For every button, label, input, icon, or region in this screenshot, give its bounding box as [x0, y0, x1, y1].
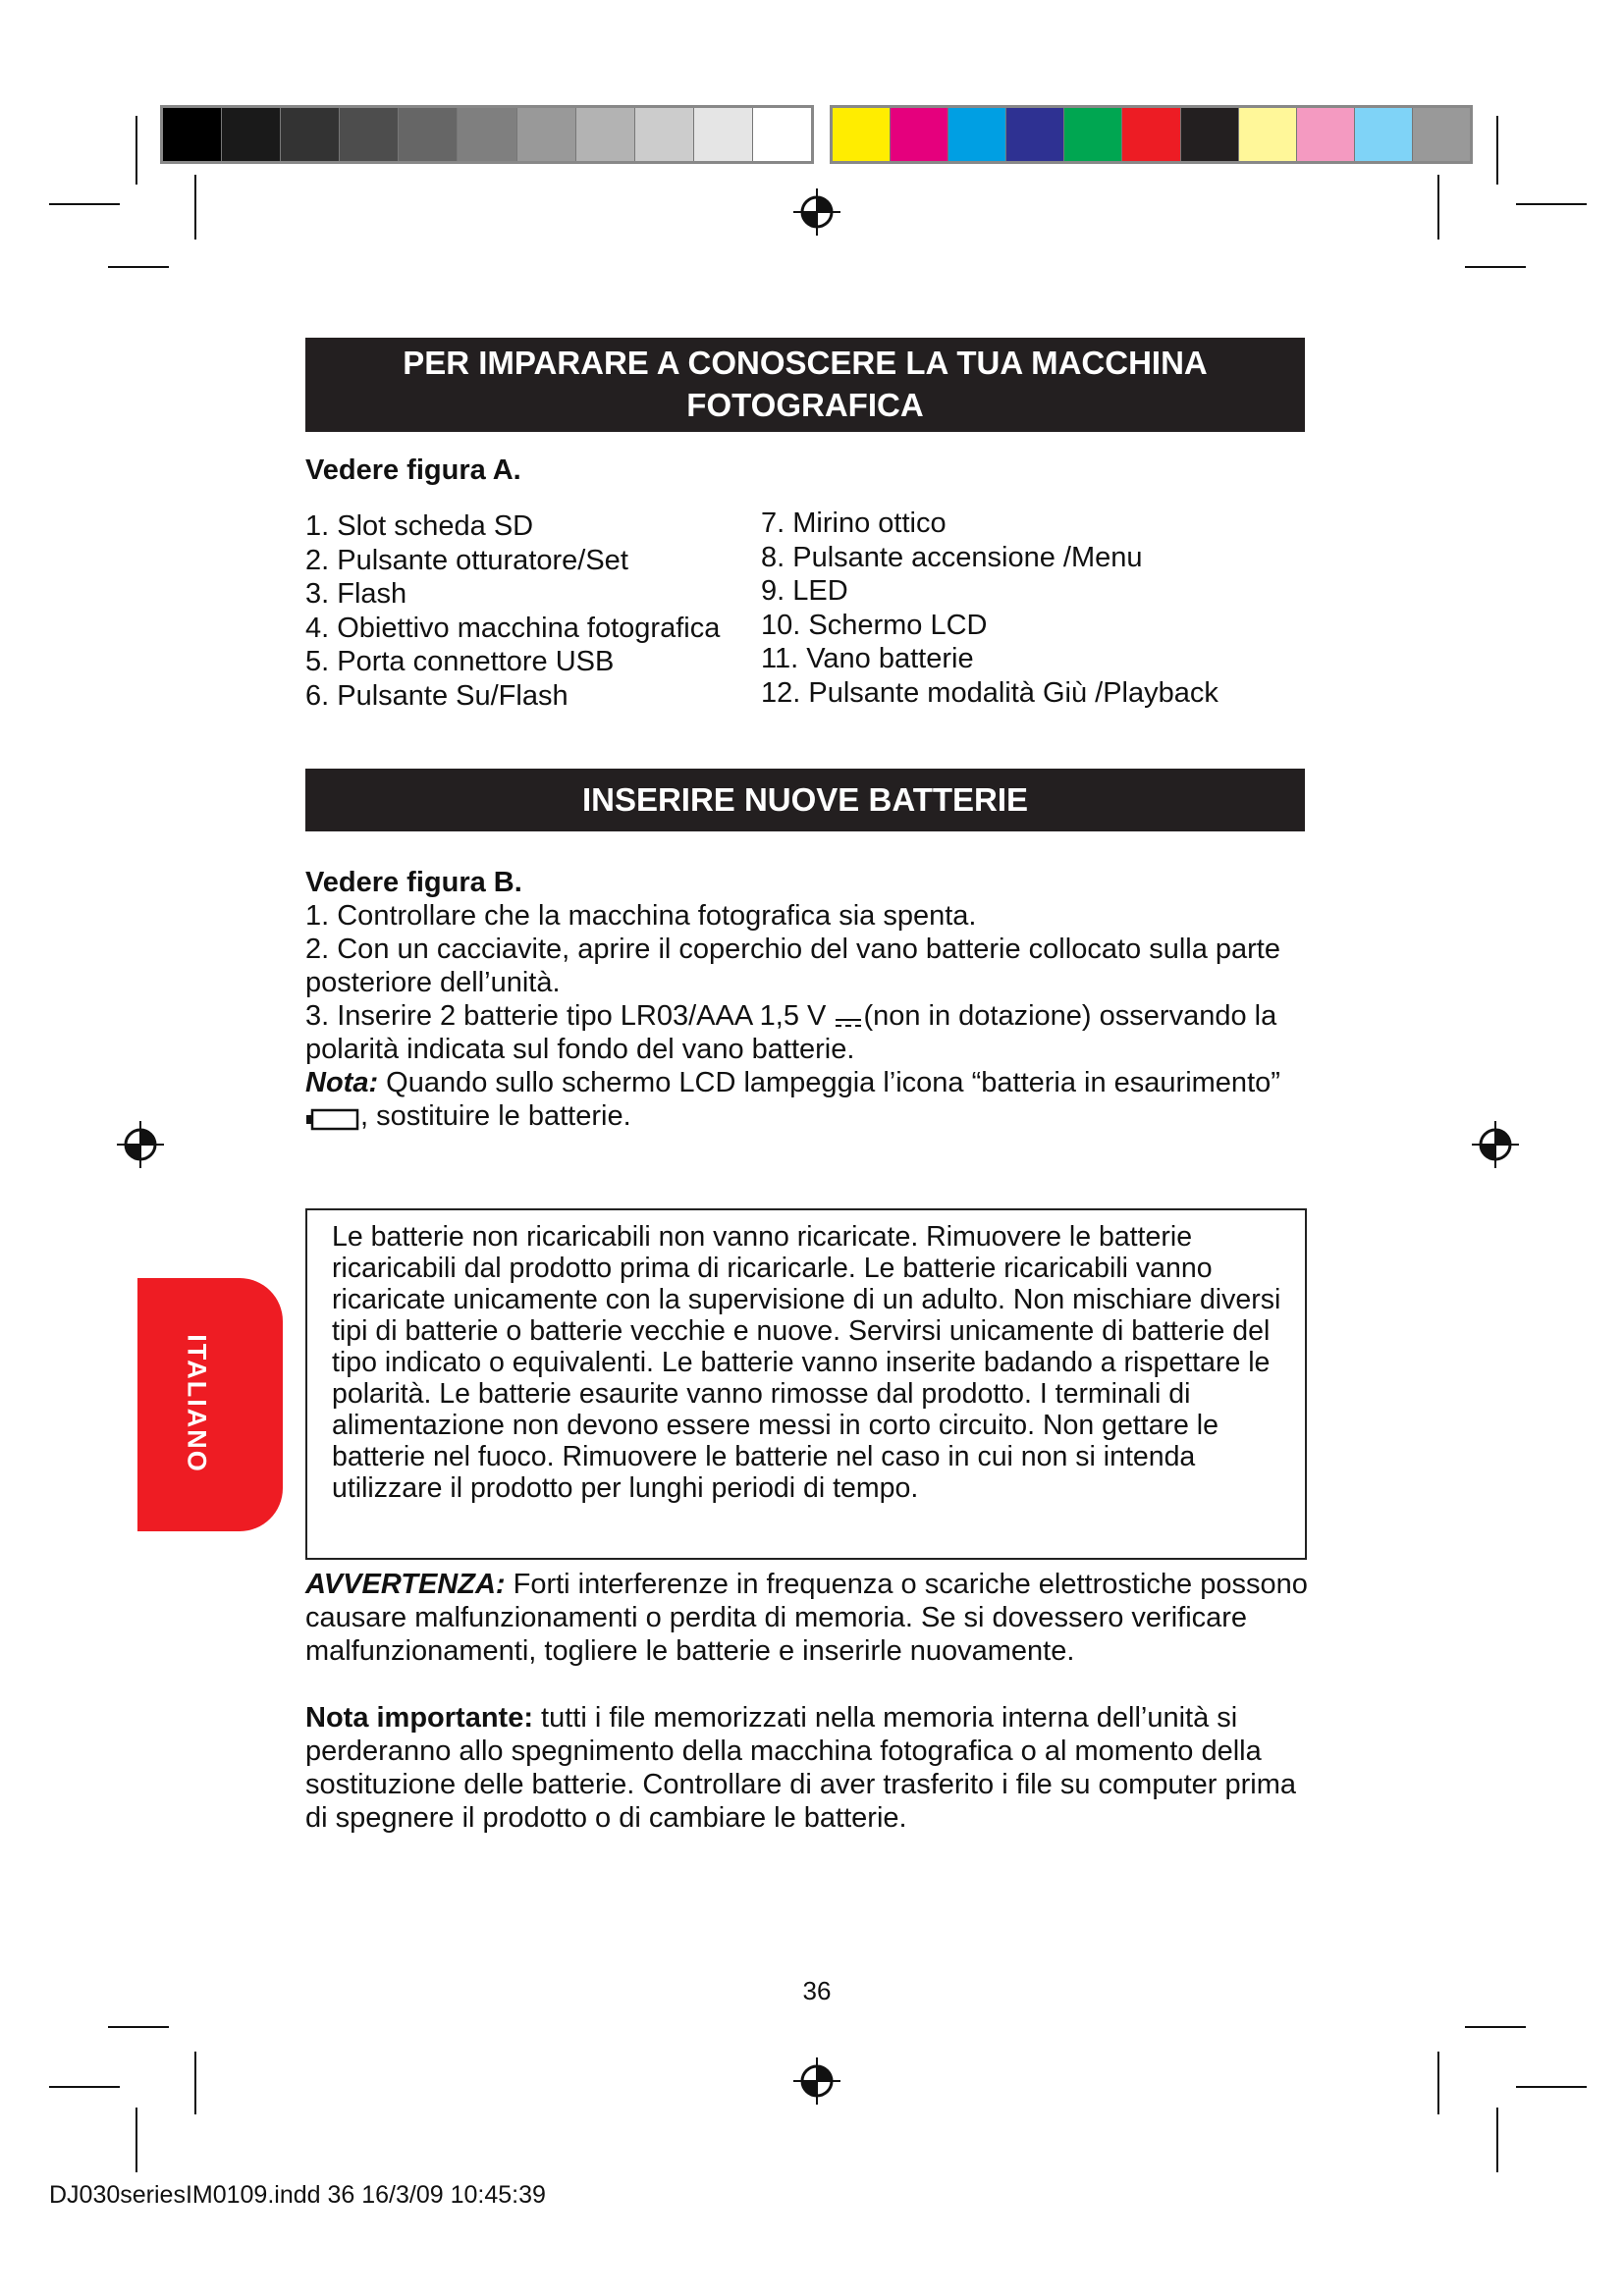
list-item: 5. Porta connettore USB	[305, 646, 615, 677]
crop-mark	[49, 2086, 120, 2088]
crop-mark	[49, 203, 120, 205]
color-swatch	[635, 108, 694, 161]
list-item: 8. Pulsante accensione /Menu	[761, 541, 1143, 573]
registration-mark-icon	[115, 1119, 166, 1170]
color-swatch	[753, 108, 811, 161]
crop-mark	[135, 2108, 137, 2172]
grayscale-calibration-bar	[160, 105, 814, 164]
list-item: 4. Obiettivo macchina fotografica	[305, 612, 721, 644]
crop-mark	[1437, 175, 1439, 240]
file-info-slug: DJ030seriesIM0109.indd 36 16/3/09 10:45:39	[49, 2181, 546, 2209]
list-item: 6. Pulsante Su/Flash	[305, 679, 568, 712]
registration-mark-icon	[1470, 1119, 1521, 1170]
color-swatch	[1413, 108, 1470, 161]
crop-mark	[135, 116, 137, 185]
parts-list-left	[305, 509, 720, 713]
crop-mark	[1465, 266, 1526, 268]
dc-voltage-symbol-icon	[834, 1007, 863, 1027]
important-label: Nota importante:	[305, 1702, 533, 1734]
list-item: 2. Pulsante otturatore/Set	[305, 544, 628, 576]
color-swatch	[458, 108, 516, 161]
list-item: 1. Slot scheda SD	[305, 510, 534, 542]
figure-a-reference: Vedere figura A.	[305, 454, 521, 486]
low-battery-icon	[305, 1105, 360, 1129]
color-swatch	[1122, 108, 1180, 161]
color-swatch	[222, 108, 281, 161]
color-swatch	[1297, 108, 1355, 161]
crop-mark	[1496, 2108, 1498, 2172]
color-swatch	[576, 108, 635, 161]
crop-mark	[1516, 2086, 1587, 2088]
color-swatch	[517, 108, 576, 161]
figure-b-reference: Vedere figura B.	[305, 867, 522, 898]
color-swatch	[1006, 108, 1064, 161]
battery-instructions	[305, 866, 1317, 1133]
step-2: 2. Con un cacciavite, aprire il coperchio del vano batterie collocato sulla parte posteriore dell’unità.	[305, 934, 1280, 998]
warning-label: AVVERTENZA:	[305, 1569, 506, 1600]
color-swatch	[340, 108, 399, 161]
warning-paragraph: AVVERTENZA: Forti interferenze in frequenza o scariche elettrostiche possono causare malfunzionamenti o perdita di memoria. Se si dovessero verificare malfunzionamenti, togliere le batterie e inserirle nuovamente.	[305, 1569, 1308, 1667]
color-swatch	[1239, 108, 1297, 161]
battery-safety-notice: Le batterie non ricaricabili non vanno ricaricate. Rimuovere le batterie ricaricabili dal prodotto prima di ricaricarle. Le batterie ricaricabili vanno ricaricate unicamente con la supervisione di un adulto. Non mischiare diversi tipi di batterie o batterie vecchie e nuove. Servirsi unicamente di batterie del tipo indicato o equivalenti. Le batterie vanno inserite badando a rispettare le polarità. Le batterie esaurite vanno rimosse dal prodotto. I terminali di alimentazione non devono essere messi in corto circuito. Non gettare le batterie nel fuoco. Rimuovere le batterie nel caso in cui non si intenda utilizzare il prodotto per lunghi periodi di tempo.	[305, 1208, 1307, 1560]
crop-mark	[1437, 2052, 1439, 2114]
color-swatch	[833, 108, 891, 161]
language-tab	[137, 1278, 283, 1531]
list-item: 3. Flash	[305, 578, 407, 610]
crop-mark	[194, 175, 196, 240]
registration-mark-icon	[791, 187, 842, 238]
crop-mark	[1496, 116, 1498, 185]
color-swatch	[1355, 108, 1413, 161]
crop-mark	[108, 2026, 169, 2028]
color-swatch	[1181, 108, 1239, 161]
color-swatch	[948, 108, 1006, 161]
list-item: 10. Schermo LCD	[761, 609, 988, 641]
page-number: 36	[802, 1976, 832, 2005]
section-title-batteries: INSERIRE NUOVE BATTERIE	[305, 769, 1305, 831]
registration-mark-icon	[791, 2056, 842, 2107]
list-item: 7. Mirino ottico	[761, 507, 947, 539]
color-swatch	[891, 108, 948, 161]
color-swatch	[163, 108, 222, 161]
step-3: 3. Inserire 2 batterie tipo LR03/AAA 1,5 V (non in dotazione) osservando la polarità indicata sul fondo del vano batterie.	[305, 1000, 1277, 1065]
color-swatch	[694, 108, 753, 161]
battery-note: Nota: Quando sullo schermo LCD lampeggia l’icona “batteria in esaurimento” , sostituire le batterie.	[305, 1067, 1280, 1132]
color-calibration-bar	[830, 105, 1473, 164]
section-title-camera-parts: PER IMPARARE A CONOSCERE LA TUA MACCHINA FOTOGRAFICA	[305, 338, 1305, 432]
crop-mark	[194, 2052, 196, 2114]
step-1: 1. Controllare che la macchina fotografica sia spenta.	[305, 900, 977, 932]
list-item: 11. Vano batterie	[761, 643, 974, 674]
color-swatch	[399, 108, 458, 161]
color-swatch	[281, 108, 340, 161]
important-note-paragraph: Nota importante: tutti i file memorizzati nella memoria interna dell’unità si perderanno allo spegnimento della macchina fotografica o al momento della sostituzione delle batterie. Controllare di aver trasferito i file su computer prima di spegnere il prodotto o di cambiare le batterie.	[305, 1702, 1297, 1834]
color-swatch	[1064, 108, 1122, 161]
list-item: 9. LED	[761, 575, 848, 607]
language-tab-label: ITALIANO	[182, 1334, 212, 1473]
crop-mark	[1465, 2026, 1526, 2028]
crop-mark	[1516, 203, 1587, 205]
parts-list-right	[761, 507, 1218, 710]
list-item: 12. Pulsante modalità Giù /Playback	[761, 676, 1218, 709]
crop-mark	[108, 266, 169, 268]
